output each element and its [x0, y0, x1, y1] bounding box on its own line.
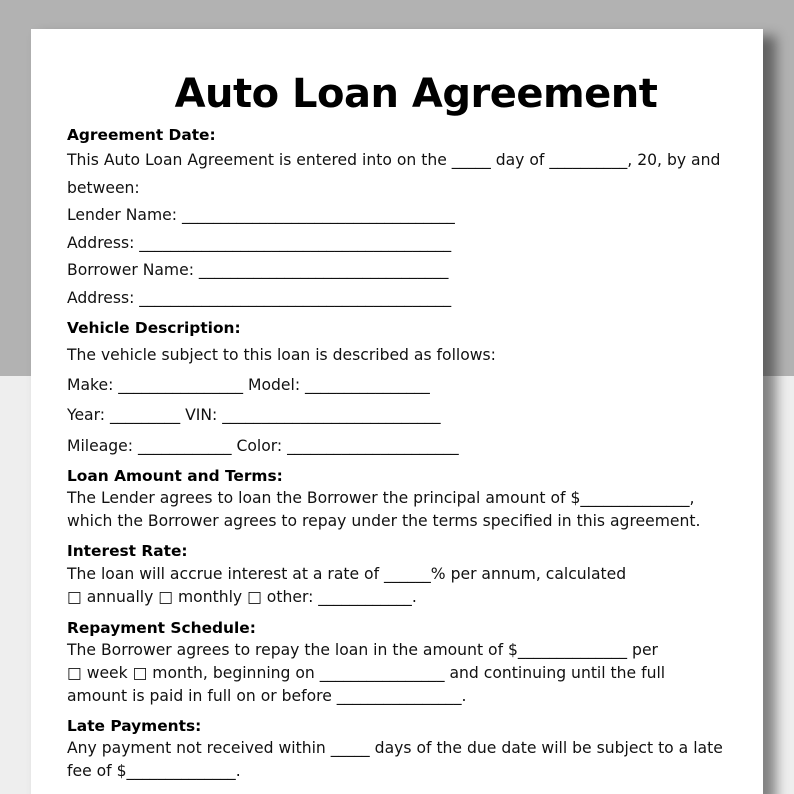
borrower-name-line: Borrower Name: ________________________________: [67, 261, 449, 279]
borrower-address-line: Address: ________________________________________: [67, 289, 452, 307]
interest-options-line: □ annually □ monthly □ other: ____________.: [67, 588, 417, 606]
repayment-end-line: amount is paid in full on or before ________________.: [67, 687, 467, 705]
repayment-frequency-line: □ week □ month, beginning on ________________ and continuing until the full: [67, 664, 666, 682]
agreement-between-line: between:: [67, 179, 140, 197]
late-fee-line: fee of $______________.: [67, 762, 241, 780]
mileage-color-line: Mileage: ____________ Color: ______________________: [67, 437, 459, 455]
loan-terms-line: which the Borrower agrees to repay under the terms specified in this agreement.: [67, 512, 701, 530]
loan-amount-line: The Lender agrees to loan the Borrower the principal amount of $______________,: [67, 489, 695, 507]
agreement-date-line: This Auto Loan Agreement is entered into on the _____ day of __________, 20, by and: [67, 151, 721, 169]
document-title: Auto Loan Agreement: [174, 71, 658, 117]
year-vin-line: Year: _________ VIN: ____________________________: [67, 406, 441, 424]
repayment-amount-line: The Borrower agrees to repay the loan in the amount of $______________ per: [67, 641, 658, 659]
vehicle-intro-line: The vehicle subject to this loan is described as follows:: [67, 346, 496, 364]
document-page: [31, 29, 763, 794]
lender-address-line: Address: ________________________________________: [67, 234, 452, 252]
section-heading-loan-amount: Loan Amount and Terms:: [67, 467, 283, 485]
section-heading-late-payments: Late Payments:: [67, 717, 202, 735]
section-heading-repayment-schedule: Repayment Schedule:: [67, 619, 256, 637]
section-heading-agreement-date: Agreement Date:: [67, 126, 216, 144]
lender-name-line: Lender Name: ___________________________________: [67, 206, 455, 224]
interest-rate-line: The loan will accrue interest at a rate of ______% per annum, calculated: [67, 565, 627, 583]
make-model-line: Make: ________________ Model: ________________: [67, 376, 430, 394]
late-payment-line: Any payment not received within _____ days of the due date will be subject to a late: [67, 739, 723, 757]
section-heading-interest-rate: Interest Rate:: [67, 542, 188, 560]
section-heading-vehicle-description: Vehicle Description:: [67, 319, 241, 337]
